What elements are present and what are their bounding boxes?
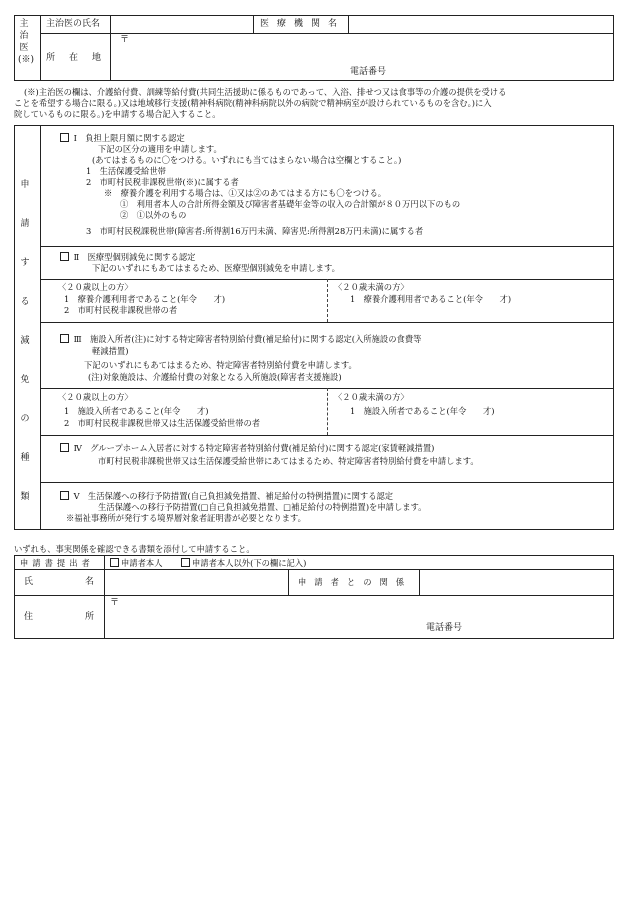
submitter-label: 申請書提出者: [20, 558, 94, 568]
section1-note: ※ 療養介護を利用する場合は、①又は②のあてはまる方にも〇をつける。: [104, 188, 387, 198]
section2-title[interactable]: Ⅱ 医療型個別減免に関する認定: [60, 252, 195, 262]
section1-sub: ② ①以外のもの: [120, 210, 187, 220]
section3-over20-label: 〈２０歳以上の方〉: [58, 392, 133, 402]
age-divider: [327, 279, 328, 322]
physician-divider: [40, 15, 41, 81]
section4-title[interactable]: Ⅳ グループホーム入居者に対する特定障害者特別給付費(補足給付)に関する認定(家賃軽減措置): [60, 443, 434, 453]
section3-over20-item: 1 施設入所者であること(年令 才): [64, 406, 209, 416]
postal-mark: 〒: [110, 598, 120, 608]
reduction-divider: [40, 125, 41, 530]
section2-over20-item: 2 市町村民税非課税世帯の者: [64, 305, 178, 315]
submitter-phone-label: 電話番号: [426, 623, 463, 633]
physician-note: ことを希望する場合に限る。)又は地域移行支援(精神科病院(精神科病院以外の病院で精神病室が設けられているものを含む。)に入: [14, 98, 492, 108]
submitter-name-label: 氏名: [24, 577, 147, 587]
reduction-side-label: 申請する減免の種類: [20, 180, 30, 502]
attach-note: いずれも、事実関係を確認できる書類を添付して申請すること。: [14, 544, 255, 554]
section1-sub: ① 利用者本人の合計所得金額及び障害者基礎年金等の収入の合計額が８０万円以下のもの: [120, 199, 461, 209]
section3-title[interactable]: Ⅲ 施設入所者(注)に対する特定障害者特別給付費(補足給付)に関する認定(入所施設の食費等: [60, 334, 421, 344]
relation-field[interactable]: [421, 571, 611, 593]
physician-note: 院しているものに限る。)を申請する場合記入すること。: [14, 109, 221, 119]
physician-address-label: 所在地: [46, 53, 116, 63]
section2-over20-label: 〈２０歳以上の方〉: [58, 282, 133, 292]
submitter-address-field[interactable]: [120, 598, 610, 618]
submitter-divider: [104, 555, 105, 639]
physician-note: (※)主治医の欄は、介護給付費、訓練等給付費(共同生活援助に係るものであって、入浴、排せつ又は食事等の介護の提供を受ける: [24, 87, 507, 97]
section1-checkbox[interactable]: [60, 133, 69, 142]
physician-address-field[interactable]: [130, 35, 610, 65]
submitter-name-field[interactable]: [106, 571, 286, 593]
physician-phone-label: 電話番号: [350, 67, 387, 77]
section4-checkbox[interactable]: [60, 443, 69, 452]
postal-mark: 〒: [120, 35, 130, 45]
section1-item: 2 市町村民税非課税世帯(※)に属する者: [86, 177, 239, 187]
section3-line: 下記のいずれにもあてはまるため、特定障害者特別給付費を申請します。: [84, 360, 357, 370]
section2-over20-item: 1 療養介護利用者であること(年令 才): [64, 294, 226, 304]
submitter-other-checkbox[interactable]: [181, 558, 190, 567]
reduction-divider: [40, 435, 614, 436]
section5-checkbox[interactable]: [60, 491, 69, 500]
section1-title[interactable]: Ⅰ 負担上限月額に関する認定: [60, 133, 185, 143]
section5-note: ※福祉事務所が発行する境界層対象者証明書が必要となります。: [66, 513, 306, 523]
section3-checkbox[interactable]: [60, 334, 69, 343]
section3-under20-label: 〈２０歳未満の方〉: [334, 392, 409, 402]
physician-name-label: 主治医の氏名: [46, 19, 101, 29]
section2-under20-label: 〈２０歳未満の方〉: [334, 282, 409, 292]
relation-label: 申請者との関係: [298, 577, 413, 587]
reduction-divider: [40, 246, 614, 247]
institution-label: 医療機関名: [260, 19, 346, 29]
institution-field[interactable]: [350, 16, 612, 32]
section3-title-cont: 軽減措置): [92, 346, 129, 356]
section3-over20-item: 2 市町村民税非課税世帯又は生活保護受給世帯の者: [64, 418, 261, 428]
submitter-divider: [419, 569, 420, 595]
physician-name-field[interactable]: [112, 16, 252, 32]
physician-divider: [253, 15, 254, 33]
reduction-divider: [40, 322, 614, 323]
section3-line: (注)対象施設は、介護給付費の対象となる入所施設(障害者支援施設): [88, 372, 342, 382]
section4-line: 市町村民税非課税世帯又は生活保護受給世帯にあてはまるため、特定障害者特別給付費を申請します。: [98, 456, 479, 466]
submitter-self-checkbox[interactable]: [110, 558, 119, 567]
section5-line: 生活保護への移行予防措置(□自己負担減免措置、□補足給付の特例措置)を申請します。: [98, 502, 427, 512]
section3-under20-item: 1 施設入所者であること(年令 才): [350, 406, 495, 416]
section1-item: 3 市町村民税課税世帯(障害者:所得割16万円未満、障害児:所得割28万円未満)に属する者: [86, 226, 424, 236]
physician-side-label: 主治医(※): [18, 19, 35, 65]
physician-divider: [348, 15, 349, 33]
section1-item: 1 生活保護受給世帯: [86, 166, 166, 176]
physician-divider: [110, 15, 111, 33]
section5-title[interactable]: Ⅴ 生活保護への移行予防措置(自己負担減免措置、補足給付の特例措置)に関する認定: [60, 491, 393, 501]
submitter-option-self[interactable]: 申請者本人: [110, 558, 163, 568]
reduction-divider: [40, 482, 614, 483]
section1-line: 下記の区分の適用を申請します。: [98, 144, 222, 154]
section2-under20-item: 1 療養介護利用者であること(年令 才): [350, 294, 512, 304]
section2-checkbox[interactable]: [60, 252, 69, 261]
submitter-divider: [288, 569, 289, 595]
submitter-address-label: 住所: [24, 612, 147, 622]
section2-line: 下記のいずれにもあてはまるため、医療型個別減免を申請します。: [92, 263, 340, 273]
section1-line: (あてはまるものに〇をつける。いずれにも当てはまらない場合は空欄とすること。): [92, 155, 402, 165]
submitter-option-other[interactable]: 申請者本人以外(下の欄に記入): [181, 558, 306, 568]
physician-divider: [40, 33, 614, 34]
age-divider: [327, 388, 328, 435]
